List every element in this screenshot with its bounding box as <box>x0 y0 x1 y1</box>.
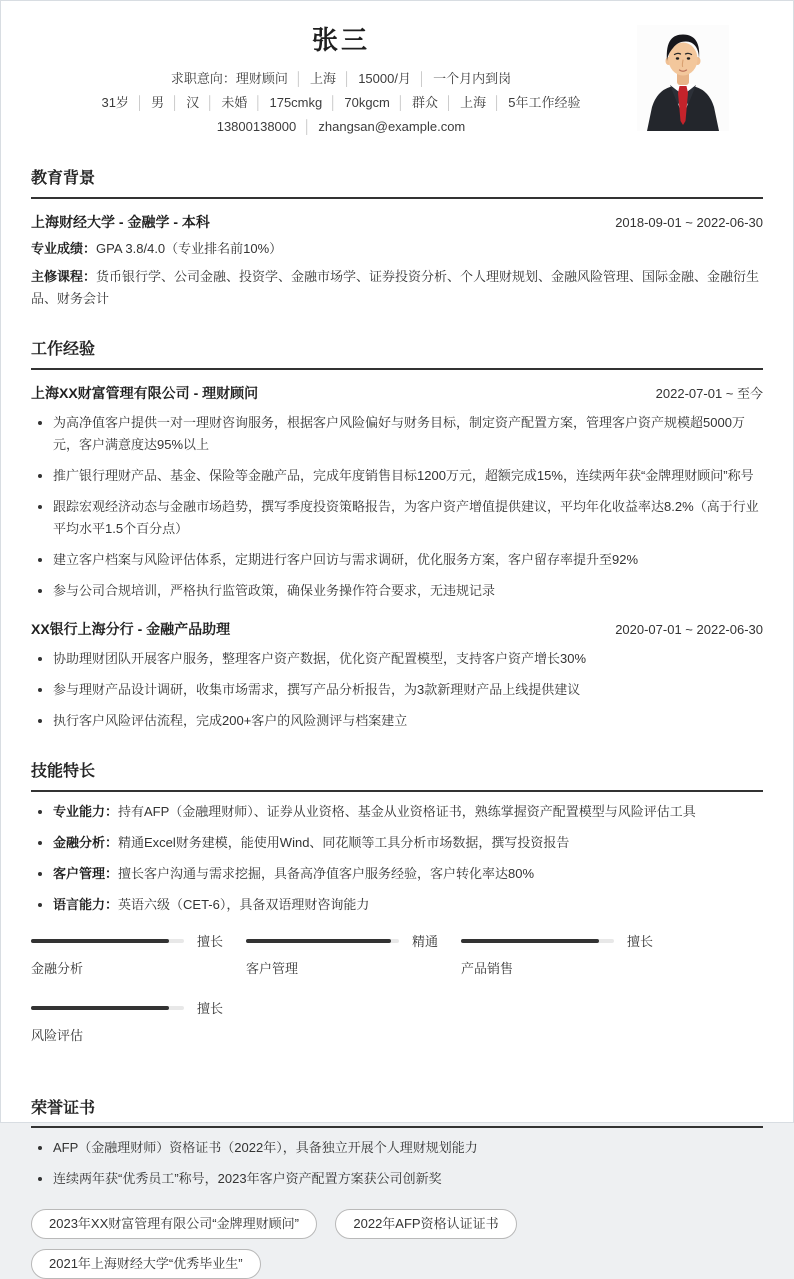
company-role: 上海XX财富管理有限公司 - 理财顾问 <box>31 384 259 401</box>
job-entry <box>31 383 763 602</box>
certificate-tag: 2022年AFP资格认证证书 <box>335 1209 516 1239</box>
job-bullet: 推广银行理财产品、基金、保险等金融产品，完成年度销售目标1200万元，超额完成15%，连续两年获“金牌理财顾问”称号 <box>31 465 763 487</box>
intention-salary: 15000/月 <box>358 71 411 87</box>
skill-bar-item <box>461 935 676 977</box>
skill-level-label: 精通 <box>412 934 439 950</box>
skill-level-label: 擅长 <box>627 934 654 950</box>
skill-bar-row <box>246 934 461 950</box>
skill-text: 持有AFP（金融理财师）、证券从业资格、基金从业资格证书，熟练掌握资产配置模型与风险评估工具 <box>118 803 696 819</box>
skill-bar-item <box>246 935 461 977</box>
political-status: 群众 <box>412 95 439 111</box>
job-bullet-list <box>31 412 763 602</box>
profile-photo <box>637 25 729 131</box>
education-entry <box>31 212 763 310</box>
separator: │ <box>171 95 180 111</box>
skill-bar-item <box>31 935 246 977</box>
skill-bar-fill <box>461 939 599 943</box>
job-dates: 2020-07-01 ~ 2022-06-30 <box>615 621 763 637</box>
certificate-tags <box>31 1199 763 1279</box>
section-title-skills: 技能特长 <box>31 762 763 792</box>
education-dates: 2018-09-01 ~ 2022-06-30 <box>615 214 763 230</box>
contact-line <box>31 115 651 139</box>
honor-bullet: 连续两年获“优秀员工”称号，2023年客户资产配置方案获公司创新奖 <box>31 1168 763 1190</box>
separator: │ <box>417 71 427 87</box>
skill-text: 英语六级（CET-6），具备双语理财咨询能力 <box>118 896 370 912</box>
resume-header <box>1 1 793 139</box>
skill-name-label: 客户管理 <box>246 960 299 976</box>
gpa-line <box>31 238 763 260</box>
job-bullet: 为高净值客户提供一对一理财咨询服务，根据客户风险偏好与财务目标，制定资产配置方案，管理客户资产规模超5000万元，客户满意度达95%以上 <box>31 412 763 456</box>
courses-line <box>31 266 763 310</box>
skill-bullet <box>31 801 763 823</box>
separator: │ <box>303 119 312 135</box>
ethnicity: 汉 <box>186 95 200 111</box>
skill-label: 金融分析： <box>53 834 119 850</box>
separator: │ <box>445 95 454 111</box>
intention-position: 理财顾问 <box>235 71 288 87</box>
intention-label: 求职意向： <box>170 71 236 87</box>
skill-name-label: 金融分析 <box>31 960 84 976</box>
job-entry-head <box>31 383 763 403</box>
separator: │ <box>135 95 145 111</box>
skill-bar-item <box>31 1002 246 1044</box>
job-bullet-list <box>31 648 763 732</box>
separator: │ <box>254 95 263 111</box>
section-skills <box>31 762 763 1069</box>
section-title-education: 教育背景 <box>31 169 763 199</box>
job-bullet: 跟踪宏观经济动态与金融市场趋势，撰写季度投资策略报告，为客户资产增值提供建议，平均年化收益率达8.2%（高于行业平均水平1.5个百分点） <box>31 496 763 540</box>
skill-level-label: 擅长 <box>197 1001 224 1017</box>
skill-bar-fill <box>31 1006 169 1010</box>
skill-label: 专业能力： <box>53 803 119 819</box>
skill-level-label: 擅长 <box>197 934 224 950</box>
job-entry <box>31 619 763 732</box>
skill-text: 擅长客户沟通与需求挖掘，具备高净值客户服务经验，客户转化率达80% <box>118 865 535 881</box>
certificate-tag: 2023年XX财富管理有限公司“金牌理财顾问” <box>31 1209 317 1239</box>
company-role: XX银行上海分行 - 金融产品助理 <box>31 620 231 637</box>
certificate-tag: 2021年上海财经大学“优秀毕业生” <box>31 1249 261 1279</box>
skill-bar-fill <box>246 939 391 943</box>
skill-bar-row <box>31 1001 246 1017</box>
school-degree: 上海财经大学 - 金融学 - 本科 <box>31 213 210 230</box>
section-education <box>31 169 763 310</box>
gpa-label: 专业成绩： <box>31 240 97 256</box>
candidate-name: 张三 <box>311 25 370 55</box>
separator: │ <box>493 95 502 111</box>
job-bullet: 参与公司合规培训，严格执行监管政策，确保业务操作符合要求，无违规记录 <box>31 580 763 602</box>
header-text-block <box>31 25 651 139</box>
honors-bullet-list <box>31 1137 763 1190</box>
separator: │ <box>343 71 352 87</box>
job-bullet: 协助理财团队开展客户服务，整理客户资产数据，优化资产配置模型，支持客户资产增长30% <box>31 648 763 670</box>
height: 175cmkg <box>269 95 323 111</box>
skill-bullet <box>31 894 763 916</box>
skill-bullet <box>31 863 763 885</box>
skill-bars-grid <box>31 935 763 1069</box>
weight: 70kgcm <box>344 95 390 111</box>
skill-name-label: 产品销售 <box>461 960 514 976</box>
skill-bar-row <box>461 934 676 950</box>
courses-value: 货币银行学、公司金融、投资学、金融市场学、证券投资分析、个人理财规划、金融风险管理、国际金融、金融衍生品、财务会计 <box>31 268 760 306</box>
location: 上海 <box>460 95 487 111</box>
skill-bar-track <box>246 939 399 943</box>
separator: │ <box>294 71 304 87</box>
age: 31岁 <box>101 95 129 111</box>
email-address: zhangsan@example.com <box>318 119 466 135</box>
skill-bar-track <box>31 1006 184 1010</box>
honor-bullet: AFP（金融理财师）资格证书（2022年），具备独立开展个人理财规划能力 <box>31 1137 763 1159</box>
gender: 男 <box>151 95 165 111</box>
portrait-illustration <box>637 25 729 131</box>
job-bullet: 参与理财产品设计调研，收集市场需求，撰写产品分析报告，为3款新理财产品上线提供建议 <box>31 679 763 701</box>
skill-text: 精通Excel财务建模，能使用Wind、同花顺等工具分析市场数据，撰写投资报告 <box>118 834 570 850</box>
skill-name-label: 风险评估 <box>31 1027 84 1043</box>
section-honors <box>31 1099 763 1279</box>
separator: │ <box>329 95 338 111</box>
skill-bar-track <box>31 939 184 943</box>
phone-number: 13800138000 <box>216 119 297 135</box>
gpa-value: GPA 3.8/4.0（专业排名前10%） <box>96 240 283 256</box>
personal-info-line <box>31 91 651 115</box>
skill-bullet <box>31 832 763 854</box>
section-title-honors: 荣誉证书 <box>31 1099 763 1129</box>
courses-label: 主修课程： <box>31 268 97 284</box>
experience-years: 5年工作经验 <box>508 95 581 111</box>
skill-bar-track <box>461 939 614 943</box>
skill-label: 客户管理： <box>53 865 119 881</box>
skill-bar-fill <box>31 939 169 943</box>
education-entry-head <box>31 212 763 232</box>
marital-status: 未婚 <box>221 95 248 111</box>
job-bullet: 建立客户档案与风险评估体系，定期进行客户回访与需求调研，优化服务方案，客户留存率提升至92% <box>31 549 763 571</box>
intention-availability: 一个月内到岗 <box>433 71 512 87</box>
section-experience <box>31 340 763 732</box>
section-title-experience: 工作经验 <box>31 340 763 370</box>
separator: │ <box>206 95 215 111</box>
job-dates: 2022-07-01 ~ 至今 <box>655 385 763 401</box>
skill-bar-row <box>31 934 246 950</box>
skill-label: 语言能力： <box>53 896 119 912</box>
skills-bullet-list <box>31 801 763 916</box>
separator: │ <box>396 95 406 111</box>
job-entry-head <box>31 619 763 639</box>
job-intention-line <box>31 67 651 91</box>
intention-city: 上海 <box>310 71 337 87</box>
job-bullet: 执行客户风险评估流程，完成200+客户的风险测评与档案建立 <box>31 710 763 732</box>
